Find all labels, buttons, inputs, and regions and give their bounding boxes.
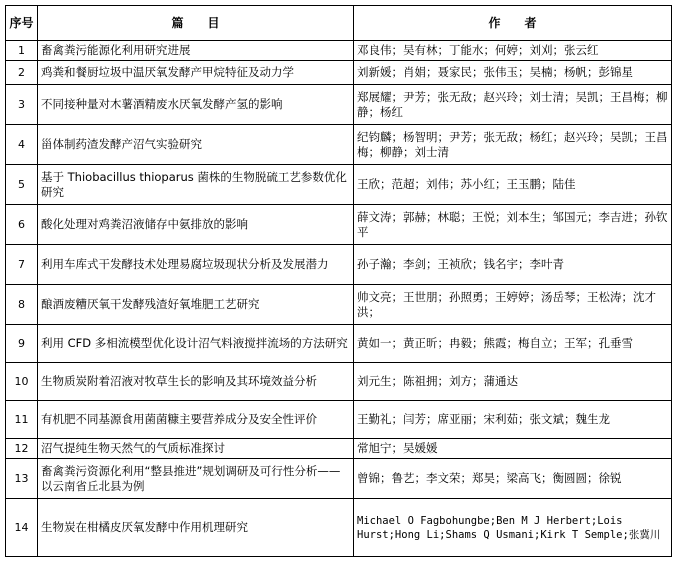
row-number: 3 (6, 85, 38, 125)
row-title: 生物质炭附着沼液对牧草生长的影响及其环境效益分析 (38, 363, 354, 401)
row-authors: 常旭宁；吴媛媛 (354, 439, 672, 459)
row-authors: 刘元生；陈祖拥；刘方；蒲通达 (354, 363, 672, 401)
row-number: 14 (6, 499, 38, 557)
header-title: 篇 目 (38, 6, 354, 41)
row-title: 有机肥不同基源食用菌菌糠主要营养成分及安全性评价 (38, 401, 354, 439)
row-authors: 王欣；范超；刘伟；苏小红；王玉鹏；陆佳 (354, 165, 672, 205)
row-number: 7 (6, 245, 38, 285)
row-title: 生物炭在柑橘皮厌氧发酵中作用机理研究 (38, 499, 354, 557)
table-row (6, 499, 672, 557)
article-table (5, 5, 672, 557)
row-title: 酿酒废糟厌氧干发酵残渣好氧堆肥工艺研究 (38, 285, 354, 325)
row-number: 11 (6, 401, 38, 439)
row-authors: 黄如一；黄正昕；冉毅；熊霞；梅自立；王军；孔垂雪 (354, 325, 672, 363)
header-number: 序号 (6, 6, 38, 41)
row-authors: 邓良伟；吴有林；丁能水；何婷；刘刈；张云红 (354, 41, 672, 61)
table-wrapper (5, 5, 672, 557)
row-authors: 王勤礼；闫芳；席亚丽；宋利茹；张文斌；魏生龙 (354, 401, 672, 439)
row-number: 1 (6, 41, 38, 61)
table-row (6, 61, 672, 85)
row-number: 8 (6, 285, 38, 325)
row-number: 5 (6, 165, 38, 205)
table-row (6, 245, 672, 285)
header-row (6, 6, 672, 41)
row-number: 4 (6, 125, 38, 165)
table-row (6, 285, 672, 325)
table-row (6, 165, 672, 205)
row-authors: 刘新媛；肖娟；聂家民；张伟玉；吴楠；杨帆；彭锦星 (354, 61, 672, 85)
row-authors: 郑展耀；尹芳；张无敌；赵兴玲；刘士清；吴凯；王昌梅；柳静；杨红 (354, 85, 672, 125)
row-title: 不同接种量对木薯酒精废水厌氧发酵产氢的影响 (38, 85, 354, 125)
row-authors: 帅文亮；王世朋；孙照勇；王婷婷；汤岳琴；王松涛；沈才洪； (354, 285, 672, 325)
row-title: 酸化处理对鸡粪沼液储存中氨排放的影响 (38, 205, 354, 245)
table-row (6, 401, 672, 439)
row-authors: Michael O Fagbohungbe;Ben M J Herbert;Lois Hurst;Hong Li;Shams Q Usmani;Kirk T Semple;张冀川 (354, 499, 672, 557)
row-authors: 纪钧麟；杨智明；尹芳；张无敌；杨红；赵兴玲；吴凯；王昌梅；柳静；刘士清 (354, 125, 672, 165)
row-number: 9 (6, 325, 38, 363)
table-row (6, 41, 672, 61)
table-row (6, 85, 672, 125)
row-title: 利用 CFD 多相流模型优化设计沼气料液搅拌流场的方法研究 (38, 325, 354, 363)
row-title: 鸡粪和餐厨垃圾中温厌氧发酵产甲烷特征及动力学 (38, 61, 354, 85)
row-authors: 薛文涛；郭赫；林聪；王悦；刘本生；邹国元；李吉进；孙钦平 (354, 205, 672, 245)
table-row (6, 459, 672, 499)
table-row (6, 125, 672, 165)
table-row (6, 439, 672, 459)
row-title: 甾体制药渣发酵产沼气实验研究 (38, 125, 354, 165)
row-number: 6 (6, 205, 38, 245)
row-title: 基于 Thiobacillus thioparus 菌株的生物脱硫工艺参数优化研究 (38, 165, 354, 205)
row-number: 12 (6, 439, 38, 459)
row-authors: 曾锦；鲁艺；李文荣；郑昊；梁高飞；衡圆圆；徐锐 (354, 459, 672, 499)
table-row (6, 205, 672, 245)
table-row (6, 363, 672, 401)
row-number: 10 (6, 363, 38, 401)
row-authors: 孙子瀚；李剑；王祯欣；钱名宇；李叶青 (354, 245, 672, 285)
header-authors: 作 者 (354, 6, 672, 41)
row-title: 沼气提纯生物天然气的气质标准探讨 (38, 439, 354, 459)
row-number: 2 (6, 61, 38, 85)
row-title: 畜禽粪污能源化利用研究进展 (38, 41, 354, 61)
row-number: 13 (6, 459, 38, 499)
table-row (6, 325, 672, 363)
row-title: 利用车库式干发酵技术处理易腐垃圾现状分析及发展潜力 (38, 245, 354, 285)
row-title: 畜禽粪污资源化利用“整县推进”规划调研及可行性分析——以云南省丘北县为例 (38, 459, 354, 499)
